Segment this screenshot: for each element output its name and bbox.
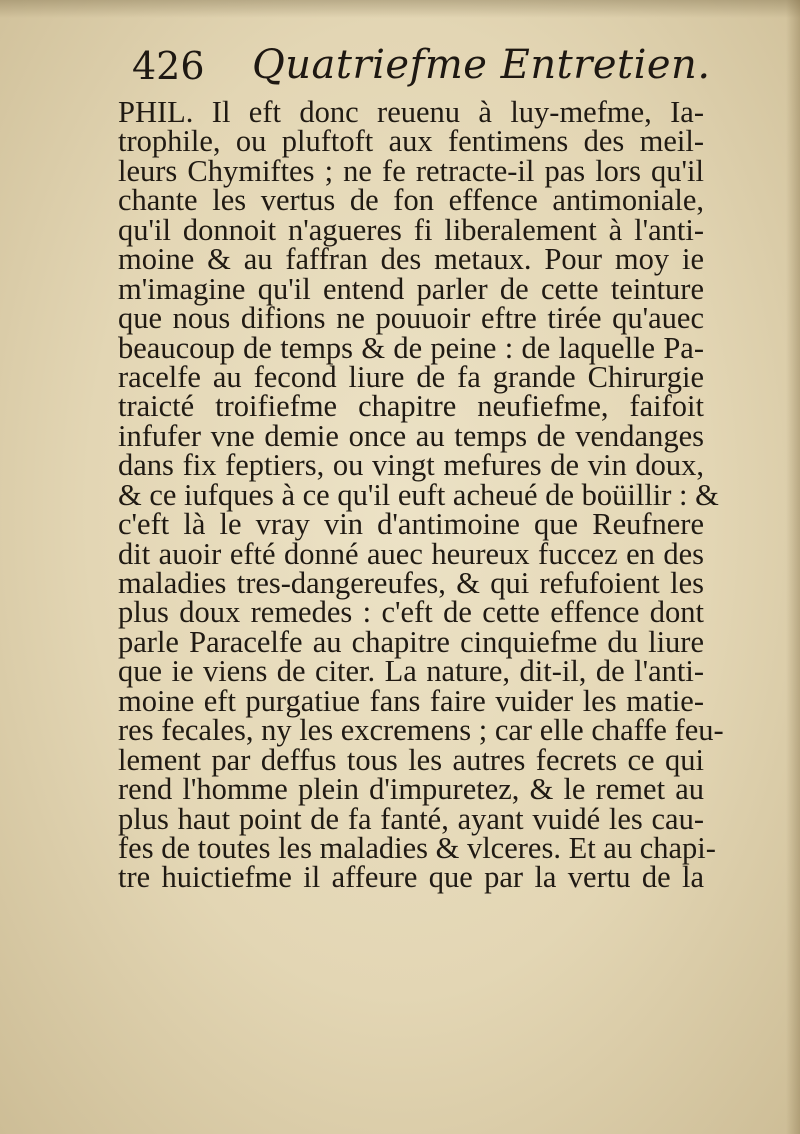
text-line: plus doux remedes : c'eft de cette effence dont [118, 595, 704, 630]
text-line: racelfe au fecond liure de fa grande Chirurgie [118, 359, 704, 394]
text-line: PHIL. Il eft donc reuenu à luy-mefme, Ia- [118, 95, 704, 129]
text-line: & ce iufques à ce qu'il euft acheué de boüillir : & [118, 477, 719, 512]
text-line: infufer vne demie once au temps de vendanges [118, 418, 704, 453]
text-line: chante les vertus de fon effence antimoniale, [118, 183, 704, 218]
text-line: res fecales, ny les excremens ; car elle chaffe feu- [118, 713, 724, 748]
text-line: lement par deffus tous les autres fecrets ce qui [118, 742, 704, 777]
text-line: fes de toutes les maladies & vlceres. Et au chapi- [118, 830, 716, 865]
text-line: moine eft purgatiue fans faire vuider les matie- [118, 683, 704, 718]
text-line: moine & au faffran des metaux. Pour moy ie [118, 242, 704, 277]
text-line: parle Paracelfe au chapitre cinquiefme du liure [118, 624, 704, 659]
text-line: plus haut point de fa fanté, ayant vuidé les cau- [118, 801, 704, 836]
text-line: que ie viens de citer. La nature, dit-il, de l'anti- [118, 654, 704, 689]
text-line: traicté troifiefme chapitre neufiefme, faifoit [118, 389, 704, 424]
text-line: trophile, ou pluftoft aux fentimens des meil- [118, 124, 704, 159]
text-line: c'eft là le vray vin d'antimoine que Reufnere [118, 507, 704, 542]
text-line: rend l'homme plein d'impuretez, & le remet au [118, 772, 704, 807]
text-line: dans fix feptiers, ou vingt mefures de vin doux, [118, 448, 704, 483]
text-line: dit auoir efté donné auec heureux fuccez en des [118, 536, 704, 571]
body-text [118, 95, 724, 895]
text-line: qu'il donnoit n'agueres fi liberalement à l'anti- [118, 212, 704, 247]
running-title: Quatriefme Entretien. [252, 42, 711, 88]
text-line: leurs Chymiftes ; ne fe retracte-il pas lors qu'il [118, 153, 704, 188]
text-line: que nous difions ne pouuoir eftre tirée qu'auec [118, 301, 704, 336]
text-line: tre huictiefme il affeure que par la vertu de la [118, 860, 704, 895]
text-line: beaucoup de temps & de peine : de laquelle Pa- [118, 330, 704, 365]
page-edge-shadow [786, 0, 800, 1134]
text-line: m'imagine qu'il entend parler de cette teinture [118, 271, 704, 306]
text-line: maladies tres-dangereufes, & qui refufoient les [118, 566, 704, 600]
page-number: 426 [132, 44, 205, 88]
page-top-shadow [0, 0, 800, 18]
running-head [132, 38, 712, 98]
